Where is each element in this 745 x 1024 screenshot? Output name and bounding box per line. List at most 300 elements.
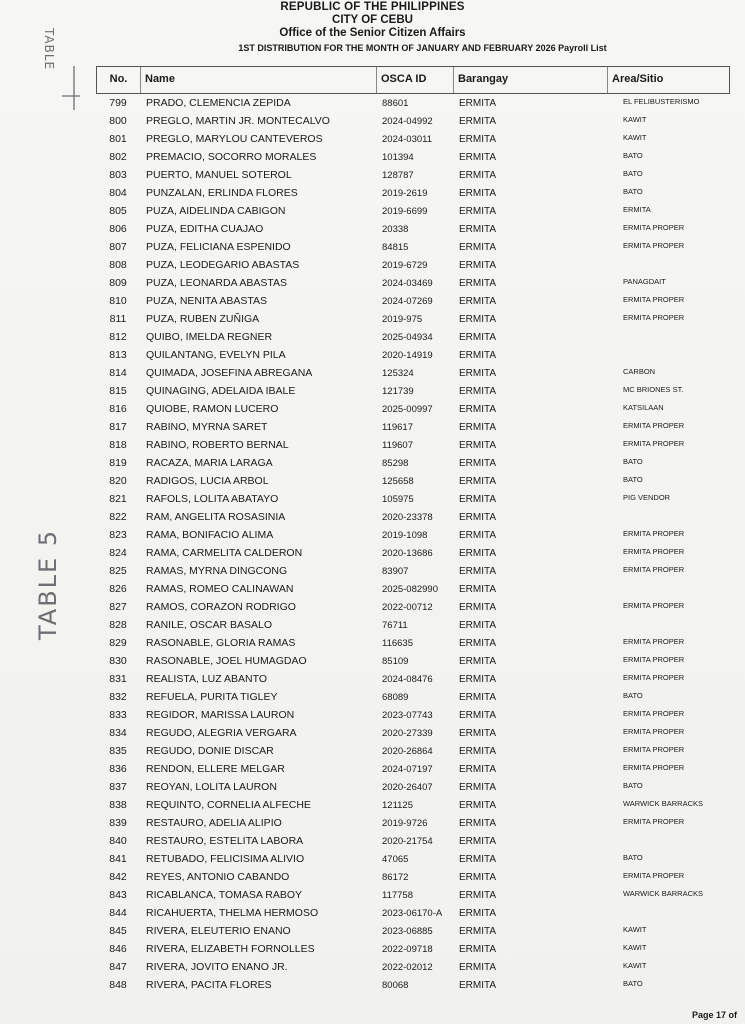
row-osca-id: 2024-07269	[382, 295, 433, 307]
row-barangay: ERMITA	[459, 817, 497, 829]
row-area-sitio: KAWIT	[623, 132, 647, 142]
table-row	[96, 526, 730, 544]
row-barangay: ERMITA	[459, 295, 497, 307]
row-number: 818	[109, 439, 127, 451]
row-barangay: ERMITA	[459, 403, 497, 415]
row-area-sitio: WARWICK BARRACKS	[623, 888, 704, 898]
row-name: PREGLO, MARTIN JR. MONTECALVO	[146, 115, 330, 127]
row-area-sitio: CARBON	[623, 366, 656, 376]
row-barangay: ERMITA	[459, 475, 497, 487]
row-number: 816	[109, 403, 127, 415]
row-barangay: ERMITA	[459, 583, 497, 595]
row-number: 846	[109, 943, 127, 955]
row-name: REGIDOR, MARISSA LAURON	[146, 709, 295, 721]
table-row	[96, 634, 730, 652]
row-number: 824	[109, 547, 127, 559]
row-osca-id: 2019-975	[382, 313, 423, 325]
row-number: 829	[109, 637, 127, 649]
row-number: 820	[109, 475, 127, 487]
table-row	[96, 688, 730, 706]
row-barangay: ERMITA	[459, 259, 497, 271]
row-area-sitio: BATO	[623, 456, 643, 466]
row-osca-id: 2020-23378	[382, 511, 433, 523]
table-row	[96, 310, 730, 328]
row-barangay: ERMITA	[459, 745, 497, 757]
table-row	[96, 238, 730, 256]
row-barangay: ERMITA	[459, 187, 497, 199]
row-osca-id: 2025-04934	[382, 331, 433, 343]
row-osca-id: 116635	[382, 637, 413, 649]
row-name: RETUBADO, FELICISIMA ALIVIO	[146, 853, 305, 865]
table-row	[96, 112, 730, 130]
row-barangay: ERMITA	[459, 97, 497, 109]
row-name: PUZA, LEONARDA ABASTAS	[146, 277, 288, 289]
row-number: 803	[109, 169, 127, 181]
row-osca-id: 2022-00712	[382, 601, 433, 613]
row-barangay: ERMITA	[459, 961, 497, 973]
row-name: RESTAURO, ADELIA ALIPIO	[146, 817, 282, 829]
row-name: RAMA, CARMELITA CALDERON	[146, 547, 303, 559]
table-row	[96, 328, 730, 346]
header-republic: REPUBLIC OF THE PHILIPPINES	[280, 1, 465, 13]
row-number: 845	[109, 925, 127, 937]
row-area-sitio: PANAGDAIT	[623, 276, 666, 286]
row-barangay: ERMITA	[459, 511, 497, 523]
row-barangay: ERMITA	[459, 637, 497, 649]
row-area-sitio: BATO	[623, 186, 643, 196]
row-number: 815	[109, 385, 127, 397]
row-number: 827	[109, 601, 127, 613]
row-name: PUZA, NENITA ABASTAS	[146, 295, 267, 307]
row-barangay: ERMITA	[459, 709, 497, 721]
row-name: RIVERA, ELIZABETH FORNOLLES	[146, 943, 315, 955]
row-osca-id: 2020-14919	[382, 349, 433, 361]
table-row	[96, 778, 730, 796]
row-barangay: ERMITA	[459, 169, 497, 181]
table-row	[96, 832, 730, 850]
table-row	[96, 472, 730, 490]
row-barangay: ERMITA	[459, 331, 497, 343]
row-name: REGUDO, DONIE DISCAR	[146, 745, 274, 757]
row-area-sitio: KAWIT	[623, 924, 647, 934]
table-row	[96, 760, 730, 778]
row-area-sitio: PIG VENDOR	[623, 492, 671, 502]
table-row	[96, 724, 730, 742]
row-area-sitio: ERMITA	[623, 204, 651, 214]
row-barangay: ERMITA	[459, 979, 497, 991]
row-name: PUERTO, MANUEL SOTEROL	[146, 169, 292, 181]
table-row	[96, 202, 730, 220]
row-number: 825	[109, 565, 127, 577]
row-osca-id: 105975	[382, 493, 414, 505]
row-area-sitio: ERMITA PROPER	[623, 870, 685, 880]
row-number: 809	[109, 277, 127, 289]
row-osca-id: 2020-21754	[382, 835, 433, 847]
row-name: REOYAN, LOLITA LAURON	[146, 781, 277, 793]
row-name: RIVERA, ELEUTERIO ENANO	[146, 925, 291, 937]
table-row	[96, 562, 730, 580]
row-number: 838	[109, 799, 127, 811]
column-header-osca-id: OSCA ID	[376, 67, 453, 93]
row-osca-id: 2024-07197	[382, 763, 433, 775]
row-number: 843	[109, 889, 127, 901]
row-osca-id: 2020-13686	[382, 547, 433, 559]
row-barangay: ERMITA	[459, 277, 497, 289]
row-number: 844	[109, 907, 127, 919]
row-name: RAM, ANGELITA ROSASINIA	[146, 511, 286, 523]
row-number: 811	[109, 313, 127, 325]
row-name: PUZA, EDITHA CUAJAO	[146, 223, 264, 235]
row-area-sitio: KAWIT	[623, 114, 647, 124]
row-number: 819	[109, 457, 127, 469]
row-area-sitio: ERMITA PROPER	[623, 672, 685, 682]
row-osca-id: 86172	[382, 871, 409, 883]
row-osca-id: 2024-03469	[382, 277, 433, 289]
row-area-sitio: BATO	[623, 474, 643, 484]
row-osca-id: 85298	[382, 457, 409, 469]
row-barangay: ERMITA	[459, 547, 497, 559]
row-area-sitio: KAWIT	[623, 960, 647, 970]
row-name: RICAHUERTA, THELMA HERMOSO	[146, 907, 319, 919]
row-number: 806	[109, 223, 127, 235]
row-name: RAMA, BONIFACIO ALIMA	[146, 529, 274, 541]
column-header-name: Name	[140, 67, 376, 93]
row-number: 837	[109, 781, 127, 793]
row-number: 826	[109, 583, 127, 595]
row-area-sitio: KAWIT	[623, 942, 647, 952]
row-osca-id: 2022-02012	[382, 961, 433, 973]
row-barangay: ERMITA	[459, 889, 497, 901]
row-osca-id: 2020-26407	[382, 781, 433, 793]
row-number: 802	[109, 151, 127, 163]
row-barangay: ERMITA	[459, 907, 497, 919]
row-area-sitio: ERMITA PROPER	[623, 600, 685, 610]
table-row	[96, 598, 730, 616]
row-name: RABINO, MYRNA SARET	[146, 421, 268, 433]
column-header-no: No.	[96, 67, 140, 93]
row-number: 842	[109, 871, 127, 883]
row-number: 800	[109, 115, 127, 127]
row-name: REQUINTO, CORNELIA ALFECHE	[146, 799, 311, 811]
table-row	[96, 490, 730, 508]
row-barangay: ERMITA	[459, 619, 497, 631]
row-barangay: ERMITA	[459, 151, 497, 163]
row-barangay: ERMITA	[459, 529, 497, 541]
row-osca-id: 76711	[382, 619, 408, 631]
row-barangay: ERMITA	[459, 601, 497, 613]
row-name: QUIMADA, JOSEFINA ABREGANA	[146, 367, 313, 379]
row-osca-id: 119607	[382, 439, 413, 451]
row-osca-id: 2020-27339	[382, 727, 433, 739]
row-osca-id: 2022-09718	[382, 943, 433, 955]
row-barangay: ERMITA	[459, 457, 497, 469]
row-barangay: ERMITA	[459, 925, 497, 937]
row-name: PUZA, LEODEGARIO ABASTAS	[146, 259, 300, 271]
row-osca-id: 2019-9726	[382, 817, 428, 829]
table-row	[96, 454, 730, 472]
row-name: RICABLANCA, TOMASA RABOY	[146, 889, 302, 901]
row-osca-id: 88601	[382, 97, 409, 109]
row-area-sitio: BATO	[623, 690, 643, 700]
page-number: Page 17 of	[691, 1010, 737, 1020]
row-barangay: ERMITA	[459, 655, 497, 667]
row-osca-id: 101394	[382, 151, 414, 163]
row-number: 828	[109, 619, 127, 631]
table-row	[96, 94, 730, 112]
row-area-sitio: BATO	[623, 852, 643, 862]
row-name: PRADO, CLEMENCIA ZEPIDA	[146, 97, 291, 109]
row-area-sitio: ERMITA PROPER	[623, 744, 685, 754]
table-row	[96, 940, 730, 958]
row-name: PUZA, FELICIANA ESPENIDO	[146, 241, 291, 253]
row-number: 834	[109, 727, 127, 739]
row-barangay: ERMITA	[459, 673, 497, 685]
row-name: RADIGOS, LUCIA ARBOL	[146, 475, 269, 487]
row-area-sitio: ERMITA PROPER	[623, 708, 685, 718]
row-number: 836	[109, 763, 127, 775]
row-name: RAMAS, MYRNA DINGCONG	[146, 565, 288, 577]
row-number: 804	[109, 187, 127, 199]
table-row	[96, 508, 730, 526]
row-osca-id: 85109	[382, 655, 409, 667]
row-barangay: ERMITA	[459, 223, 497, 235]
table-row	[96, 382, 730, 400]
row-name: RIVERA, PACITA FLORES	[146, 979, 272, 991]
row-name: RAMOS, CORAZON RODRIGO	[146, 601, 296, 613]
row-osca-id: 84815	[382, 241, 409, 253]
row-area-sitio: ERMITA PROPER	[623, 294, 685, 304]
row-osca-id: 117758	[382, 889, 413, 901]
row-osca-id: 80068	[382, 979, 409, 991]
row-name: QUIBO, IMELDA REGNER	[146, 331, 273, 343]
row-number: 839	[109, 817, 127, 829]
table-row	[96, 544, 730, 562]
row-name: PUZA, AIDELINDA CABIGON	[146, 205, 286, 217]
row-barangay: ERMITA	[459, 493, 497, 505]
header-payroll-title: 1ST DISTRIBUTION FOR THE MONTH OF JANUARY AND FEBRUARY 2026 Payroll List	[238, 43, 607, 53]
row-barangay: ERMITA	[459, 115, 497, 127]
row-name: PREGLO, MARYLOU CANTEVEROS	[146, 133, 323, 145]
table-body	[96, 94, 730, 994]
table-row	[96, 796, 730, 814]
row-osca-id: 2023-06170-A	[382, 907, 443, 919]
row-barangay: ERMITA	[459, 205, 497, 217]
row-area-sitio: ERMITA PROPER	[623, 240, 685, 250]
table-row	[96, 922, 730, 940]
row-area-sitio: BATO	[623, 150, 643, 160]
row-area-sitio: ERMITA PROPER	[623, 636, 685, 646]
row-area-sitio: ERMITA PROPER	[623, 564, 685, 574]
row-number: 812	[109, 331, 127, 343]
row-osca-id: 2019-2619	[382, 187, 428, 199]
row-number: 814	[109, 367, 127, 379]
row-number: 799	[109, 97, 127, 109]
row-barangay: ERMITA	[459, 313, 497, 325]
table-row	[96, 580, 730, 598]
row-barangay: ERMITA	[459, 943, 497, 955]
row-osca-id: 2019-1098	[382, 529, 428, 541]
table-row	[96, 670, 730, 688]
table-row	[96, 166, 730, 184]
table-row	[96, 652, 730, 670]
row-name: REFUELA, PURITA TIGLEY	[146, 691, 278, 703]
row-osca-id: 121125	[382, 799, 413, 811]
row-osca-id: 47065	[382, 853, 409, 865]
row-area-sitio: EL FELIBUSTERISMO	[623, 96, 700, 106]
row-osca-id: 2019-6729	[382, 259, 428, 271]
row-barangay: ERMITA	[459, 439, 497, 451]
row-area-sitio: ERMITA PROPER	[623, 762, 685, 772]
row-area-sitio: WARWICK BARRACKS	[623, 798, 704, 808]
table-row	[96, 436, 730, 454]
row-area-sitio: KATSILAAN	[623, 402, 664, 412]
row-name: RASONABLE, JOEL HUMAGDAO	[146, 655, 307, 667]
table-row	[96, 904, 730, 922]
row-number: 830	[109, 655, 127, 667]
row-name: REALISTA, LUZ ABANTO	[146, 673, 267, 685]
row-name: RESTAURO, ESTELITA LABORA	[146, 835, 304, 847]
row-number: 808	[109, 259, 127, 271]
row-barangay: ERMITA	[459, 727, 497, 739]
payroll-table	[96, 66, 730, 994]
row-number: 841	[109, 853, 127, 865]
row-area-sitio: BATO	[623, 780, 643, 790]
row-name: RACAZA, MARIA LARAGA	[146, 457, 273, 469]
row-barangay: ERMITA	[459, 871, 497, 883]
row-name: REGUDO, ALEGRIA VERGARA	[146, 727, 297, 739]
row-osca-id: 2025-082990	[382, 583, 438, 595]
row-number: 831	[109, 673, 127, 685]
row-area-sitio: BATO	[623, 168, 643, 178]
row-name: RIVERA, JOVITO ENANO JR.	[146, 961, 288, 973]
row-number: 813	[109, 349, 127, 361]
row-barangay: ERMITA	[459, 421, 497, 433]
row-number: 807	[109, 241, 127, 253]
row-barangay: ERMITA	[459, 835, 497, 847]
row-area-sitio: ERMITA PROPER	[623, 816, 685, 826]
table-row	[96, 220, 730, 238]
table-row	[96, 256, 730, 274]
row-area-sitio: ERMITA PROPER	[623, 222, 685, 232]
row-osca-id: 2020-26864	[382, 745, 433, 757]
row-number: 801	[109, 133, 127, 145]
table-row	[96, 400, 730, 418]
row-name: RABINO, ROBERTO BERNAL	[146, 439, 289, 451]
row-name: QUIOBE, RAMON LUCERO	[146, 403, 279, 415]
row-area-sitio: ERMITA PROPER	[623, 528, 685, 538]
row-name: QUINAGING, ADELAIDA IBALE	[146, 385, 296, 397]
row-area-sitio: ERMITA PROPER	[623, 438, 685, 448]
row-barangay: ERMITA	[459, 781, 497, 793]
table-row	[96, 742, 730, 760]
row-area-sitio: ERMITA PROPER	[623, 420, 685, 430]
row-osca-id: 83907	[382, 565, 409, 577]
row-area-sitio: ERMITA PROPER	[623, 312, 685, 322]
table-row	[96, 958, 730, 976]
row-osca-id: 128787	[382, 169, 414, 181]
row-osca-id: 119617	[382, 421, 413, 433]
row-osca-id: 2023-06885	[382, 925, 433, 937]
row-osca-id: 2023-07743	[382, 709, 433, 721]
row-osca-id: 2024-03011	[382, 133, 433, 145]
row-number: 835	[109, 745, 127, 757]
row-number: 833	[109, 709, 127, 721]
row-name: RENDON, ELLERE MELGAR	[146, 763, 285, 775]
row-barangay: ERMITA	[459, 853, 497, 865]
handwritten-bracket-mark	[60, 64, 82, 124]
handwritten-table-label: TABLE	[42, 28, 56, 71]
table-row	[96, 850, 730, 868]
row-area-sitio: BATO	[623, 978, 643, 988]
column-header-area-sitio: Area/Sitio	[607, 67, 730, 93]
row-area-sitio: ERMITA PROPER	[623, 546, 685, 556]
row-number: 821	[109, 493, 127, 505]
table-row	[96, 130, 730, 148]
row-number: 832	[109, 691, 127, 703]
row-area-sitio: ERMITA PROPER	[623, 726, 685, 736]
row-name: REYES, ANTONIO CABANDO	[146, 871, 290, 883]
row-osca-id: 20338	[382, 223, 409, 235]
row-osca-id: 2025-00997	[382, 403, 433, 415]
row-name: RASONABLE, GLORIA RAMAS	[146, 637, 296, 649]
row-osca-id: 68089	[382, 691, 409, 703]
row-osca-id: 125324	[382, 367, 414, 379]
table-row	[96, 976, 730, 994]
table-row	[96, 184, 730, 202]
row-name: RAMAS, ROMEO CALINAWAN	[146, 583, 294, 595]
row-number: 848	[109, 979, 127, 991]
table-row	[96, 616, 730, 634]
row-barangay: ERMITA	[459, 349, 497, 361]
row-area-sitio: ERMITA PROPER	[623, 654, 685, 664]
table-row	[96, 292, 730, 310]
row-barangay: ERMITA	[459, 799, 497, 811]
table-row	[96, 346, 730, 364]
row-number: 840	[109, 835, 127, 847]
row-osca-id: 125658	[382, 475, 414, 487]
row-number: 822	[109, 511, 127, 523]
column-header-barangay: Barangay	[453, 67, 607, 93]
row-barangay: ERMITA	[459, 241, 497, 253]
row-number: 817	[109, 421, 127, 433]
row-barangay: ERMITA	[459, 691, 497, 703]
row-osca-id: 2024-04992	[382, 115, 433, 127]
row-osca-id: 2024-08476	[382, 673, 433, 685]
table-row	[96, 148, 730, 166]
row-name: PUZA, RUBEN ZUÑIGA	[146, 313, 260, 325]
row-number: 805	[109, 205, 127, 217]
row-barangay: ERMITA	[459, 133, 497, 145]
row-osca-id: 121739	[382, 385, 414, 397]
table-row	[96, 868, 730, 886]
row-name: PREMACIO, SOCORRO MORALES	[146, 151, 317, 163]
table-row	[96, 886, 730, 904]
row-number: 847	[109, 961, 127, 973]
header-city: CITY OF CEBU	[332, 14, 413, 26]
row-number: 810	[109, 295, 127, 307]
table-row	[96, 274, 730, 292]
table-row	[96, 814, 730, 832]
row-barangay: ERMITA	[459, 565, 497, 577]
row-name: QUILANTANG, EVELYN PILA	[146, 349, 286, 361]
row-name: RAFOLS, LOLITA ABATAYO	[146, 493, 279, 505]
table-header	[96, 67, 730, 94]
table-row	[96, 364, 730, 382]
table-row	[96, 418, 730, 436]
row-barangay: ERMITA	[459, 763, 497, 775]
row-name: RANILE, OSCAR BASALO	[146, 619, 273, 631]
row-barangay: ERMITA	[459, 367, 497, 379]
